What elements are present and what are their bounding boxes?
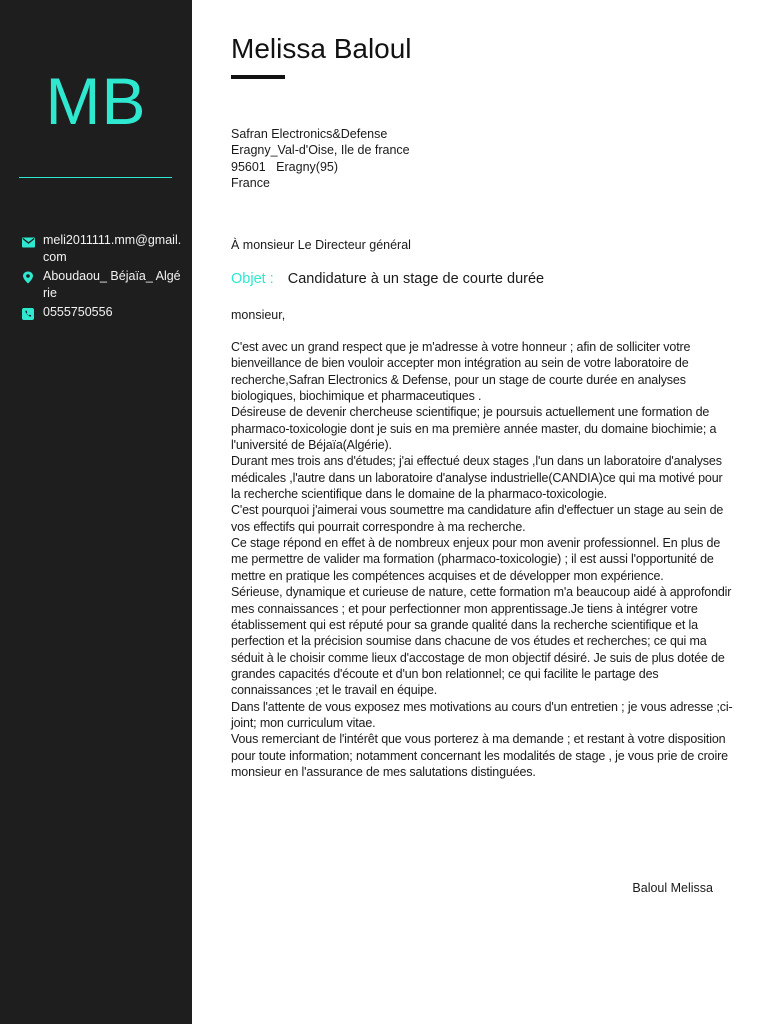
letter-paragraph: Durant mes trois ans d'études; j'ai effectué deux stages ,l'un dans un laboratoire d'analyses médicales ,l'autre dans un laboratoire d'analyse industrielle(CANDIA)ce qui ma motivé pour la recherche scientifique dans le domaine de la pharmaco-toxicologie. [231, 454, 723, 502]
letter-paragraph: Vous remerciant de l'intérêt que vous porterez à ma demande ; et restant à votre disposition pour toute information; notamment concernant les modalités de stage , je vous prie de croire monsieur en l'assurance de mes salutations distinguées. [231, 732, 728, 779]
letter-paragraph: C'est avec un grand respect que je m'adresse à votre honneur ; afin de solliciter votre bienveillance de bien vouloir accepter mon intégration au sein de votre laboratoire de recherche,Safran Electronics & Defense, pour un stage de courte durée en analyses biologiques, biochimique et pharmaceutiques . [231, 340, 691, 404]
recipient-address [231, 126, 410, 192]
letter-paragraph: Dans l'attente de vous exposez mes motivations au cours d'un entretien ; je vous adresse ;ci-joint; mon curriculum vitae. [231, 699, 733, 730]
contact-phone [22, 304, 182, 325]
contact-address-text: Aboudaou_ Béjaïa_ Algérie [43, 269, 181, 300]
contact-email-text[interactable]: meli2011111.mm@gmail.com [43, 233, 182, 264]
sidebar [0, 0, 192, 1024]
address-line: 95601 Eragny(95) [231, 159, 339, 174]
subject-text: Candidature à un stage de courte durée [287, 271, 545, 287]
address-line: France [231, 176, 270, 191]
letter-paragraph: Sérieuse, dynamique et curieuse de nature, cette formation m'a beaucoup aidé à approfondir mes connaissances ; et pour perfectionner mon apprentissage.Je tiens à intégrer votre établissement qui est réputé pour sa grande qualité dans la recherche scientifique et la perfection et la précision soumise dans chacune de vos études et recherches; ce qui ma séduit à le choisir comme lieux d'accostage de mon objectif désiré. Je suis de plus dotée de grandes capacités d'écoute et d'un bon relationnel; ce qui facilite le partage des connaissances ;et le travail en équipe. [231, 585, 732, 698]
signature: Baloul Melissa [632, 881, 713, 895]
address-line: Eragny_Val-d'Oise, Ile de france [231, 143, 410, 158]
location-pin-icon [22, 268, 43, 289]
letter-paragraph: Désireuse de devenir chercheuse scientifique; je poursuis actuellement une formation de pharmaco-toxicologie dont je suis en ma première année master, du domaine biochimie; a l'université de Béjaïa(Algérie). [231, 405, 717, 453]
subject-line [231, 270, 544, 288]
letter-body [231, 339, 734, 780]
letter-paragraph: C'est pourquoi j'aimerai vous soumettre ma candidature afin d'effectuer un stage au sein de vos effectifs qui pourrait correspondre à ma recherche. [231, 503, 724, 534]
phone-icon [22, 304, 43, 325]
contact-email [22, 232, 182, 266]
monogram: MB [45, 64, 147, 138]
contact-list [22, 232, 182, 327]
envelope-icon [22, 232, 43, 253]
subject-label: Objet : [231, 271, 274, 287]
sidebar-divider [19, 177, 172, 178]
page-title: Melissa Baloul [231, 33, 412, 64]
contact-phone-text[interactable]: 0555750556 [43, 305, 113, 319]
recipient-salutation: À monsieur Le Directeur général [231, 238, 411, 252]
contact-address [22, 268, 182, 302]
letter-paragraph: Ce stage répond en effet à de nombreux enjeux pour mon avenir professionnel. En plus de me permettre de valider ma formation (pharmaco-toxicologie) ; il est aussi l'opportunité de mettre en pratique les compétences acquises et de développer mon expérience. [231, 536, 721, 583]
greeting: monsieur, [231, 308, 286, 322]
title-underline [231, 75, 285, 79]
address-line: Safran Electronics&Defense [231, 127, 388, 141]
